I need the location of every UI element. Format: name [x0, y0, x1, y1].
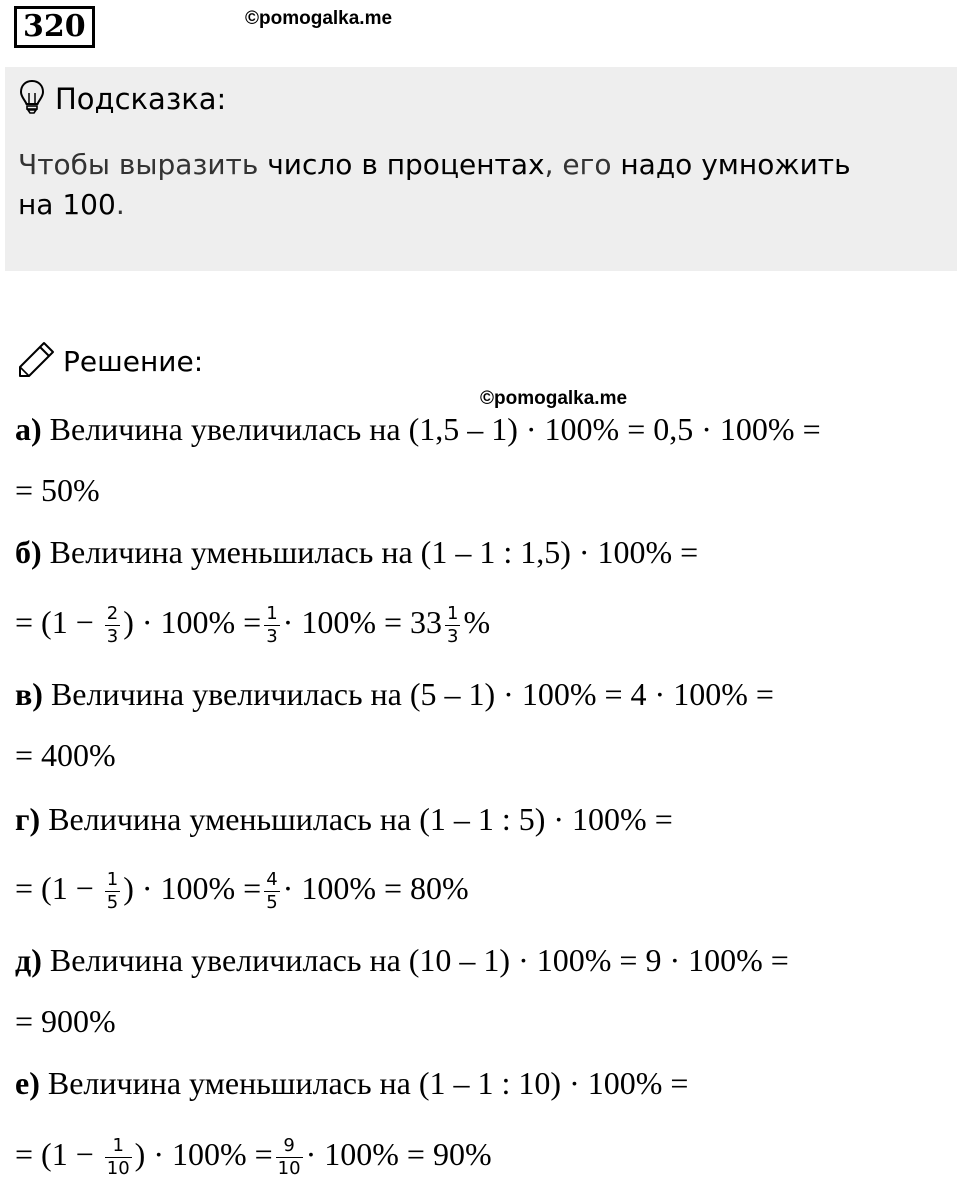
hint-text	[18, 145, 918, 225]
fraction	[105, 603, 120, 648]
e-c3: · 100% = 90%	[305, 1136, 492, 1172]
label-a: а)	[15, 411, 42, 447]
b-c2: ) · 100% =	[123, 604, 262, 640]
hint-bold2: надо умножить	[620, 148, 851, 181]
fraction-numerator: 4	[266, 869, 278, 891]
hint-box	[5, 67, 957, 271]
task-number: 320	[14, 6, 95, 48]
solution-line-v-cont: = 400%	[15, 737, 116, 773]
fraction-denominator: 5	[266, 892, 278, 914]
solution-line-d	[15, 936, 789, 984]
b-c4: %	[463, 604, 491, 640]
solution-title: Решение:	[63, 344, 204, 378]
e-c1: = (1 −	[15, 1136, 102, 1172]
fraction-denominator: 10	[277, 1158, 301, 1180]
fraction	[264, 603, 279, 648]
label-v: в)	[15, 676, 43, 712]
fraction-denominator: 5	[106, 892, 119, 914]
hint-part1: Чтобы выразить	[18, 148, 268, 181]
solution-line-d-cont: = 900%	[15, 1003, 116, 1039]
text-a: Величина увеличилась на (1,5 – 1) · 100% = 0,5 · 100% =	[41, 411, 821, 447]
fraction-denominator: 10	[106, 1158, 130, 1180]
fraction	[276, 1135, 303, 1180]
lightbulb-icon	[19, 79, 45, 120]
solution-line-b	[15, 528, 698, 576]
g-c1: = (1 −	[15, 870, 102, 906]
b-c3: · 100% = 33	[282, 604, 443, 640]
fraction-denominator: 3	[447, 626, 459, 648]
fraction	[105, 1135, 132, 1180]
solution-line-a	[15, 405, 821, 453]
fraction-numerator: 1	[447, 603, 459, 625]
watermark-middle: ©pomogalka.me	[480, 388, 628, 409]
g-c2: ) · 100% =	[123, 870, 262, 906]
fraction-numerator: 9	[276, 1135, 303, 1158]
hint-part3: .	[115, 188, 125, 221]
hint-bold1: число в процентах	[267, 148, 545, 181]
fraction	[264, 869, 279, 914]
e-c2: ) · 100% =	[134, 1136, 273, 1172]
label-g: г)	[15, 801, 41, 837]
fraction-denominator: 3	[106, 626, 119, 648]
solution-line-b-cont	[15, 598, 490, 646]
solution-line-e	[15, 1059, 688, 1107]
solution-line-g	[15, 795, 673, 843]
fraction-numerator: 2	[106, 603, 119, 625]
text-d: Величина увеличилась на (10 – 1) · 100% = 9 · 100% =	[41, 942, 789, 978]
fraction-numerator: 1	[105, 1135, 132, 1158]
fraction	[105, 869, 120, 914]
fraction	[445, 603, 460, 648]
pencil-icon	[17, 339, 57, 384]
b-c1: = (1 −	[15, 604, 102, 640]
hint-part2: , его	[544, 148, 621, 181]
fraction-numerator: 1	[266, 603, 278, 625]
solution-line-v	[15, 670, 774, 718]
watermark-top: ©pomogalka.me	[245, 8, 393, 29]
label-e: е)	[15, 1065, 40, 1101]
text-v: Величина увеличилась на (5 – 1) · 100% = 4 · 100% =	[42, 676, 774, 712]
solution-line-a-cont: = 50%	[15, 472, 100, 508]
solution-header	[17, 340, 203, 382]
text-e: Величина уменьшилась на (1 – 1 : 10) · 100% =	[39, 1065, 689, 1101]
text-g: Величина уменьшилась на (1 – 1 : 5) · 100% =	[40, 801, 673, 837]
fraction-numerator: 1	[106, 869, 119, 891]
g-c3: · 100% = 80%	[282, 870, 469, 906]
solution-line-g-cont	[15, 864, 469, 912]
hint-bold3: на 100	[18, 188, 116, 221]
hint-header	[19, 81, 226, 117]
text-b: Величина уменьшилась на (1 – 1 : 1,5) · 100% =	[41, 534, 699, 570]
label-b: б)	[15, 534, 42, 570]
solution-line-e-cont	[15, 1130, 492, 1178]
hint-title: Подсказка:	[55, 82, 227, 116]
label-d: д)	[15, 942, 42, 978]
fraction-denominator: 3	[266, 626, 278, 648]
